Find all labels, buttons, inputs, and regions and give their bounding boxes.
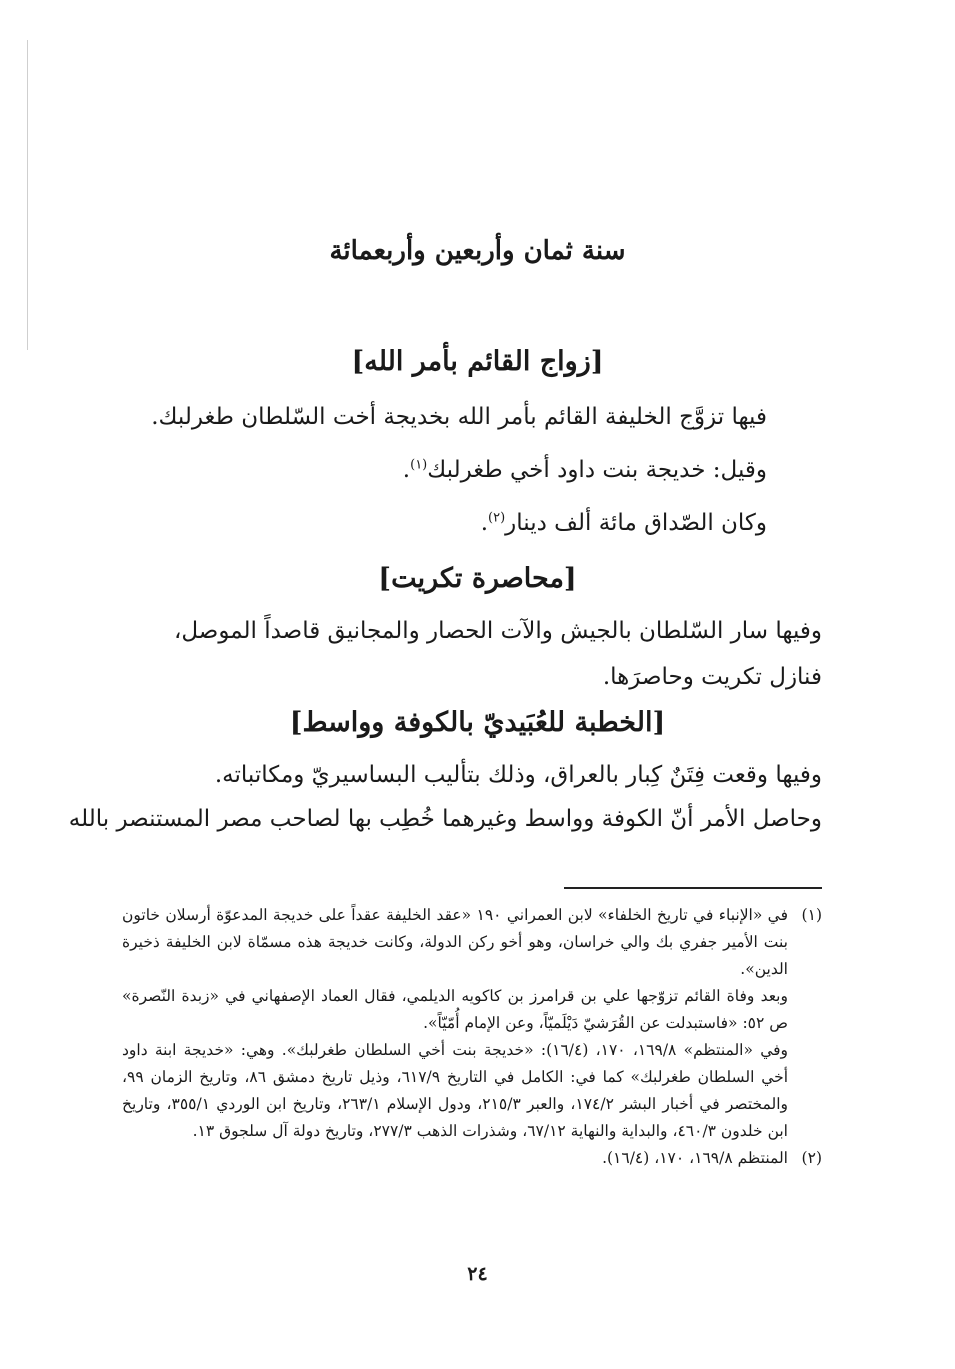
footnote-text: وبعد وفاة القائم تزوّجها علي بن قرامرز بن كاكويه الديلمي، فقال العماد الإصفهاني في «زبدة النّصرة» ص ٥٢: «فاستبدلت عن القُرَشيّ دَيْلَميّاً، وعن الإمام أُمّيّاً». [122, 987, 788, 1032]
margin-line [27, 40, 28, 350]
footnote-ref[interactable]: (٢) [488, 510, 506, 526]
footnote-ref[interactable]: (١) [410, 457, 428, 473]
paragraph: وقيل: خديجة بنت داود أخي طغرلبك$^{(١)}$. [402, 457, 767, 483]
paragraph: وحاصل الأمر أنّ الكوفة وواسط وغيرهما خُطِب بها لصاحب مصر المستنصر بالله [68, 806, 822, 832]
paragraph: وكان الصّداق مائة ألف دينار$^{(٢)}$. [480, 510, 767, 536]
section-heading-tikrit: [محاصرة تكريت] [378, 563, 577, 594]
section-heading-marriage: [زواج القائم بأمر الله] [351, 346, 604, 377]
paragraph: فنازل تكريت وحاصرَها. [602, 664, 822, 690]
paragraph: فيها تزوَّج الخليفة القائم بأمر الله بخديجة أخت السّلطان طغرلبك. [151, 404, 767, 430]
footnote-text: في «الإنباء في تاريخ الخلفاء» لابن العمراني ١٩٠ «عقد الخليفة عقداً على خديجة المدعوّة أرسلان خاتون بنت الأمير جفري بك والي خراسان، وهو أخو ركن الدولة، وكانت خديجة هذه مسمّاة لابن الخليفة ذخيرة الدين». [122, 906, 789, 978]
footnote-number: (١) [801, 906, 822, 924]
paragraph: وفيها وقعت فِتَنٌ كِبار بالعراق، وذلك بتأليب البساسيريّ ومكاتباته. [214, 762, 822, 788]
page-number: ٢٤ [467, 1263, 488, 1285]
section-heading-khutba: [الخطبة للعُبَيديّ بالكوفة وواسط] [289, 707, 666, 738]
footnotes [122, 902, 822, 1172]
footnote-number: (٢) [801, 1149, 822, 1167]
footnote-separator [564, 887, 822, 889]
year-title: سنة ثمان وأربعين وأربعمائة [329, 236, 626, 266]
footnote-2 [122, 1145, 822, 1172]
footnote-text: المنتظم ١٦٩/٨، ١٧٠، (١٦/٤). [602, 1149, 788, 1167]
footnote-1 [122, 902, 822, 1145]
footnote-text: وفي «المنتظم» ١٦٩/٨، ١٧٠، (١٦/٤): «خديجة بنت أخي السلطان طغرلبك». وهي: «خديجة ابنة داود أخي السلطان طغرلبك» كما في: الكامل في التاريخ ٦١٧/٩، وذيل تاريخ دمشق ٨٦، وتاريخ الزمان ٩٩، والمختصر في أخبار البشر ١٧٤/٢، والعبر ٢١٥/٣، ودول الإسلام ٢٦٣/١، وتاريخ ابن الوردي ٣٥٥/١، وتاريخ ابن خلدون ٤٦٠/٣، والبداية والنهاية ٦٧/١٢، وشذرات الذهب ٢٧٧/٣، وتاريخ دولة آل سلجوق ١٣. [122, 1041, 789, 1140]
paragraph: وفيها سار السّلطان بالجيش والآت الحصار والمجانيق قاصداً الموصل، [173, 618, 822, 644]
